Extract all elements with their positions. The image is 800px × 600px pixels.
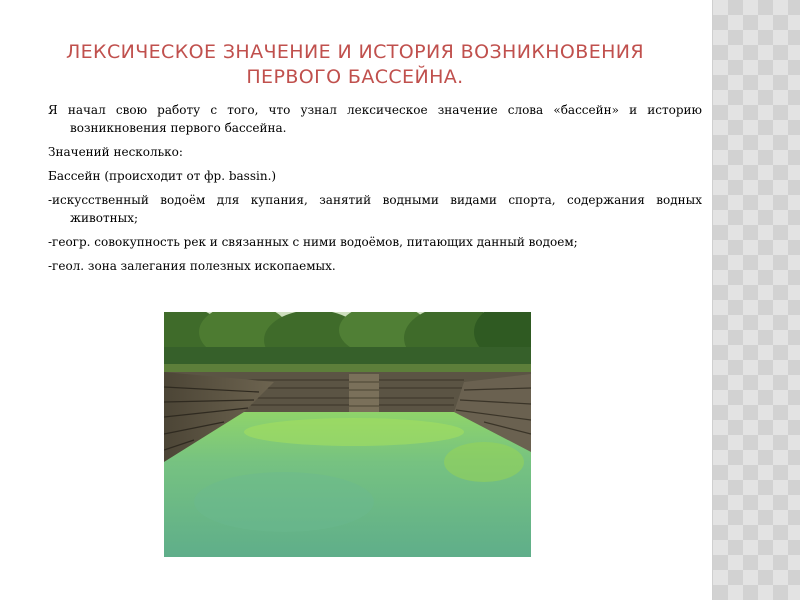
paragraph-origin: Бассейн (происходит от фр. bassin.) <box>48 169 277 183</box>
paragraph-meaning-2: -геогр. совокупность рек и связанных с ними водоёмов, питающих данный водоем; <box>48 235 578 249</box>
slide-title <box>40 40 670 90</box>
ancient-pool-photo <box>164 312 531 557</box>
side-decorative-pattern <box>712 0 800 600</box>
paragraph-meaning-3: -геол. зона залегания полезных ископаемых. <box>48 259 336 273</box>
paragraph-meanings: Значений несколько: <box>48 145 183 159</box>
paragraph-meaning-1: -искусственный водоём для купания, занятий водными видами спорта, содержания водных животных; <box>48 193 702 225</box>
slide-title-line-2: ПЕРВОГО БАССЕЙНА. <box>246 66 464 88</box>
slide-title-line-1: ЛЕКСИЧЕСКОЕ ЗНАЧЕНИЕ И ИСТОРИЯ ВОЗНИКНОВЕНИЯ <box>65 41 645 63</box>
paragraph-intro: Я начал свою работу с того, что узнал лексическое значение слова «бассейн» и историю возникновения первого бассейна. <box>48 103 702 135</box>
slide-body <box>48 101 702 281</box>
